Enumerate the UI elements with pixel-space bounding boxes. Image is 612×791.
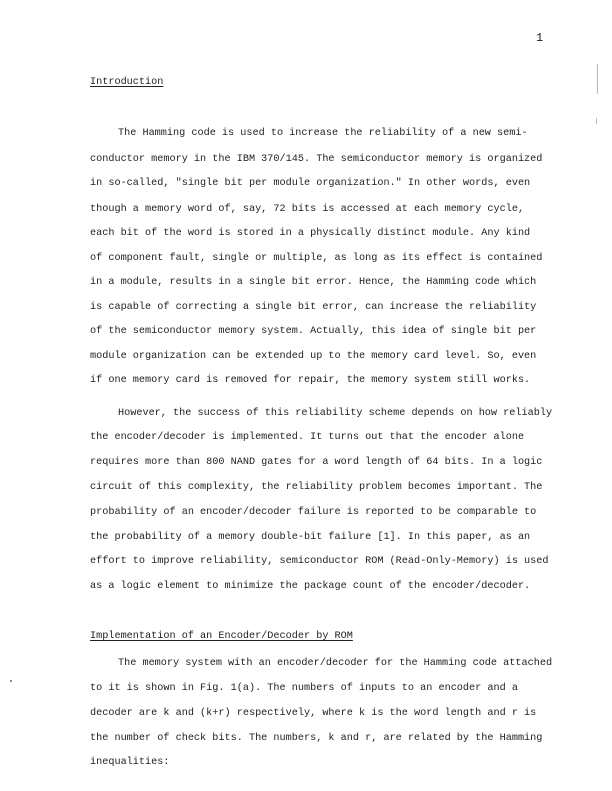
- text-line: of component fault, single or multiple, as long as its effect is contained: [90, 253, 543, 264]
- text-line: in so-called, "single bit per module organization." In other words, even: [90, 178, 531, 189]
- text-line: The memory system with an encoder/decoder for the Hamming code attached: [118, 658, 553, 669]
- text-line: conductor memory in the IBM 370/145. The semiconductor memory is organized: [90, 154, 543, 165]
- text-line: module organization can be extended up to the memory card level. So, even: [90, 351, 537, 362]
- text-line: The Hamming code is used to increase the reliability of a new semi-: [118, 128, 528, 139]
- text-line: circuit of this complexity, the reliability problem becomes important. The: [90, 482, 543, 493]
- text-line: requires more than 800 NAND gates for a word length of 64 bits. In a logic: [90, 457, 543, 468]
- text-line: However, the success of this reliability scheme depends on how reliably: [118, 408, 553, 419]
- scan-mark: [10, 680, 12, 682]
- section-heading: Introduction: [90, 77, 164, 88]
- text-line: the probability of a memory double-bit failure [1]. In this paper, as an: [90, 532, 531, 543]
- text-line: the number of check bits. The numbers, k and r, are related by the Hamming: [90, 733, 543, 744]
- text-line: as a logic element to minimize the package count of the encoder/decoder.: [90, 581, 531, 592]
- page-number: 1: [536, 31, 544, 45]
- text-line: effort to improve reliability, semiconductor ROM (Read-Only-Memory) is used: [90, 556, 549, 567]
- text-line: the encoder/decoder is implemented. It turns out that the encoder alone: [90, 432, 525, 443]
- text-line: each bit of the word is stored in a physically distinct module. Any kind: [90, 228, 531, 239]
- text-line: of the semiconductor memory system. Actually, this idea of single bit per: [90, 326, 537, 337]
- text-line: probability of an encoder/decoder failure is reported to be comparable to: [90, 507, 537, 518]
- text-line: is capable of correcting a single bit error, can increase the reliability: [90, 302, 537, 313]
- text-line: inequalities:: [90, 757, 170, 768]
- section-heading: Implementation of an Encoder/Decoder by ROM: [90, 631, 353, 642]
- scan-mark: [597, 64, 598, 94]
- text-line: in a module, results in a single bit error. Hence, the Hamming code which: [90, 277, 537, 288]
- text-line: to it is shown in Fig. 1(a). The numbers of inputs to an encoder and a: [90, 683, 518, 694]
- text-line: if one memory card is removed for repair, the memory system still works.: [90, 375, 531, 386]
- scan-mark: [596, 118, 597, 124]
- text-line: decoder are k and (k+r) respectively, where k is the word length and r is: [90, 708, 537, 719]
- text-line: though a memory word of, say, 72 bits is accessed at each memory cycle,: [90, 204, 525, 215]
